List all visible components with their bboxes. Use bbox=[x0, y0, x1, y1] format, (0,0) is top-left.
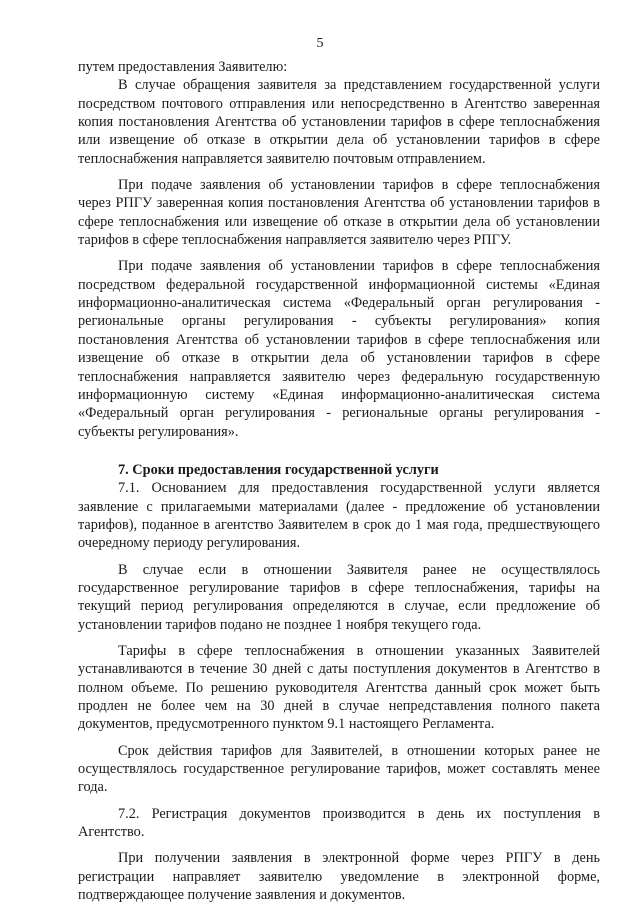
paragraph: 7.2. Регистрация документов производится в день их поступления в Агентство. bbox=[78, 805, 600, 841]
page-number: 5 bbox=[316, 36, 324, 51]
document-body bbox=[78, 58, 600, 904]
paragraph: При подаче заявления об установлении тарифов в сфере теплоснабжения через РПГУ заверенная копия постановления Агентства об установлении тарифов в сфере теплоснабжения или извещение об отказе в открытии дела об установлении тарифов в сфере теплоснабжения направляется заявителю через РПГУ. bbox=[78, 177, 600, 249]
paragraph: При подаче заявления об установлении тарифов в сфере теплоснабжения посредством федеральной государственной информационной системы «Единая информационно-аналитическая система «Федеральный орган регулирования - региональные органы регулирования - субъекты регулирования» копия постановления Агентства об установлении тарифов в сфере теплоснабжения или извещение об отказе в открытии дела об установлении тарифов в сфере теплоснабжения направляется заявителю через федеральную государственную информационную систему «Единая информационно-аналитическая система «Федеральный орган регулирования - региональные органы регулирования - субъекты регулирования». bbox=[78, 258, 600, 440]
paragraph: При получении заявления в электронной форме через РПГУ в день регистрации направляет заявителю уведомление в электронной форме, подтверждающее получение заявления и документов. bbox=[78, 850, 600, 904]
paragraph: путем предоставления Заявителю: bbox=[78, 59, 288, 75]
section-heading: 7. Сроки предоставления государственной услуги bbox=[118, 461, 439, 478]
paragraph: Срок действия тарифов для Заявителей, в отношении которых ранее не осуществлялось государственное регулирование тарифов, может составлять менее года. bbox=[78, 742, 600, 796]
paragraph: Тарифы в сфере теплоснабжения в отношении указанных Заявителей устанавливаются в течение 30 дней с даты поступления документов в Агентство в полном объеме. По решению руководителя Агентства данный срок может быть продлен не более чем на 30 дней в случае непредставления полного пакета документов, предусмотренного пунктом 9.1 настоящего Регламента. bbox=[78, 642, 600, 733]
paragraph: 7.1. Основанием для предоставления государственной услуги является заявление с прилагаемыми материалами (далее - предложение об установлении тарифов), поданное в агентство Заявителем в срок до 1 мая года, предшествующего очередному периоду регулирования. bbox=[78, 480, 600, 552]
paragraph: В случае обращения заявителя за представлением государственной услуги посредством почтового отправления или непосредственно в Агентство заверенная копия постановления Агентства об установлении тарифов в сфере теплоснабжения или извещение об отказе в открытии дела об установлении тарифов в сфере теплоснабжения направляется заявителю почтовым отправлением. bbox=[78, 77, 600, 167]
paragraph: В случае если в отношении Заявителя ранее не осуществлялось государственное регулирование тарифов в сфере теплоснабжения, тарифы на текущий период регулирования определяются в случае, если предложение об установлении тарифов подано не позднее 1 ноября текущего года. bbox=[78, 561, 600, 633]
